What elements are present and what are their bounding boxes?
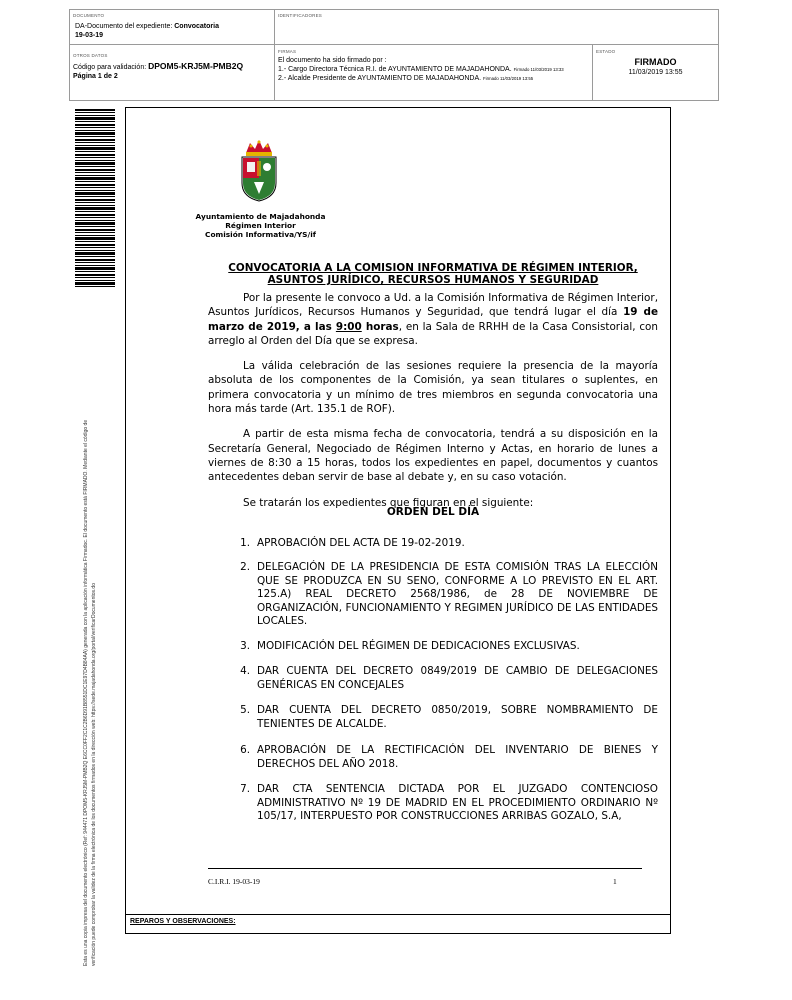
- side-legal-text-1: Esta es una copia impresa del documento electrónico (Ref: 944471 DPOM5-KRJ5M-PMB2Q E6CC0FF2C1C2B6D91B8551DC1E97D4B84AA) generada con la aplicación informática Firmadoc. El documento está FIRMADO. Mediante el código de: [83, 419, 89, 966]
- agenda-item: 4. DAR CUENTA DEL DECRETO 0849/2019 DE CAMBIO DE DELEGACIONES GENÉRICAS EN CONCEJALES: [240, 665, 658, 691]
- otros-datos-label: OTROS DATOS: [73, 53, 108, 58]
- documento-label: DOCUMENTO: [73, 13, 105, 18]
- agenda-item: 5. DAR CUENTA DEL DECRETO 0850/2019, SOBRE NOMBRAMIENTO DE TENIENTES DE ALCALDE.: [240, 704, 658, 730]
- firmas-label: FIRMAS: [278, 49, 297, 54]
- orden-del-dia-title: ORDEN DEL DÍA: [386, 506, 480, 518]
- footer-divider: [208, 868, 642, 869]
- estado-date: 11/03/2019 13:55: [628, 69, 683, 76]
- document-title: CONVOCATORIA A LA COMISION INFORMATIVA DE RÉGIMEN INTERIOR, ASUNTOS JURÍDICO, RECURSOS HUMANOS Y SEGURIDAD: [228, 262, 638, 286]
- agenda-item: 7. DAR CTA SENTENCIA DICTADA POR EL JUZGADO CONTENCIOSO ADMINISTRATIVO Nº 19 DE MADRID EN EL PROCEDIMIENTO ORDINARIO Nº 105/17, INTERPUESTO POR CONSTRUCCIONES ARRIBAS GOZALO, S.A,: [240, 783, 658, 822]
- paragraph-convocatoria: Por la presente le convoco a Ud. a la Comisión Informativa de Régimen Interior, Asuntos Jurídicos, Recursos Humanos y Seguridad, que tendrá lugar el día 19 de marzo de 2019, a las 9:00 horas, en la Sala de RRHH de la Casa Consistorial, con arreglo al Orden del Día que se expresa.: [208, 292, 658, 347]
- body-paragraphs: [208, 291, 658, 521]
- reparos-divider: [125, 914, 671, 915]
- coat-of-arms-icon: [238, 137, 280, 203]
- estado-label: ESTADO: [596, 49, 616, 54]
- reparos-label: REPAROS Y OBSERVACIONES:: [130, 918, 236, 925]
- agenda-item: 3. MODIFICACIÓN DEL RÉGIMEN DE DEDICACIONES EXCLUSIVAS.: [240, 640, 580, 652]
- identificadores-label: IDENTIFICADORES: [278, 13, 323, 18]
- firma-2: 2.- Alcalde Presidente de AYUNTAMIENTO DE MAJADAHONDA. Firmado 11/03/2019 13:55: [278, 75, 534, 82]
- documento-date: 19-03-19: [75, 32, 104, 39]
- codigo-value: DPOM5-KRJ5M-PMB2Q: [148, 61, 244, 71]
- department-name: Régimen Interior: [225, 221, 296, 230]
- footer-reference: C.I.R.I. 19-03-19: [208, 877, 260, 886]
- paragraph-quorum: La válida celebración de las sesiones requiere la presencia de la mayoría absoluta de los componentes de la Comisión, ya sean titulares o suplentes, en primera convocatoria y un mínimo de tres miembros en segunda convocatoria una hora más tarde (Art. 135.1 de ROF).: [208, 360, 658, 416]
- barcode: [75, 109, 115, 288]
- documento-value: DA-Documento del expediente: Convocatoria: [75, 23, 219, 30]
- paragraph-expedientes: Se tratarán los expedientes que figuran en el siguiente:: [243, 496, 534, 509]
- firma-1: 1.- Cargo Directora Técnica R.I. de AYUNTAMIENTO DE MAJADAHONDA. Firmado 11/03/2019 13:33: [278, 66, 564, 73]
- commission-ref: Comisión Informativa/YS/if: [205, 230, 316, 239]
- codigo-validacion: Código para validación: DPOM5-KRJ5M-PMB2Q: [73, 61, 244, 71]
- agenda-item: 2. DELEGACIÓN DE LA PRESIDENCIA DE ESTA COMISIÓN TRAS LA ELECCIÓN QUE SE PRODUZCA EN SU SENO, CONFORME A LO PREVISTO EN EL ART. 125.A) REAL DECRETO 2568/1986, de 28 DE NOVIEMBRE DE ORGANIZACIÓN, FUNCIONAMIENTO Y REGIMEN JURÍDICO DE LAS ENTIDADES LOCALES.: [240, 561, 658, 627]
- page-number: 1: [613, 877, 617, 886]
- paragraph-disposicion: A partir de esta misma fecha de convocatoria, tendrá a su disposición en la Secretaría General, Negociado de Régimen Interno y Actas, en horario de lunes a viernes de 8:30 a 15 horas, todos los expedientes en papel, documentos y cuantos antecedentes deban servir de base al debate y, en su caso votación.: [208, 428, 658, 484]
- estado-value: FIRMADO: [634, 57, 677, 67]
- institution-name: Ayuntamiento de Majadahonda: [195, 212, 326, 221]
- firmas-intro: El documento ha sido firmado por :: [278, 57, 387, 64]
- side-legal-text-2: verificación puede comprobar la validez de la firma electrónica de los documentos firmados en la dirección web: https://sede.majadahonda.org/portal/verificarDocumentos.do: [91, 583, 97, 966]
- pagina-info: Página 1 de 2: [73, 73, 118, 80]
- agenda-item: 1. APROBACIÓN DEL ACTA DE 19-02-2019.: [240, 537, 465, 549]
- header-identificadores-cell: [274, 9, 719, 45]
- agenda-item: 6. APROBACIÓN DE LA RECTIFICACIÓN DEL INVENTARIO DE BIENES Y DERECHOS DEL AÑO 2018.: [240, 744, 658, 770]
